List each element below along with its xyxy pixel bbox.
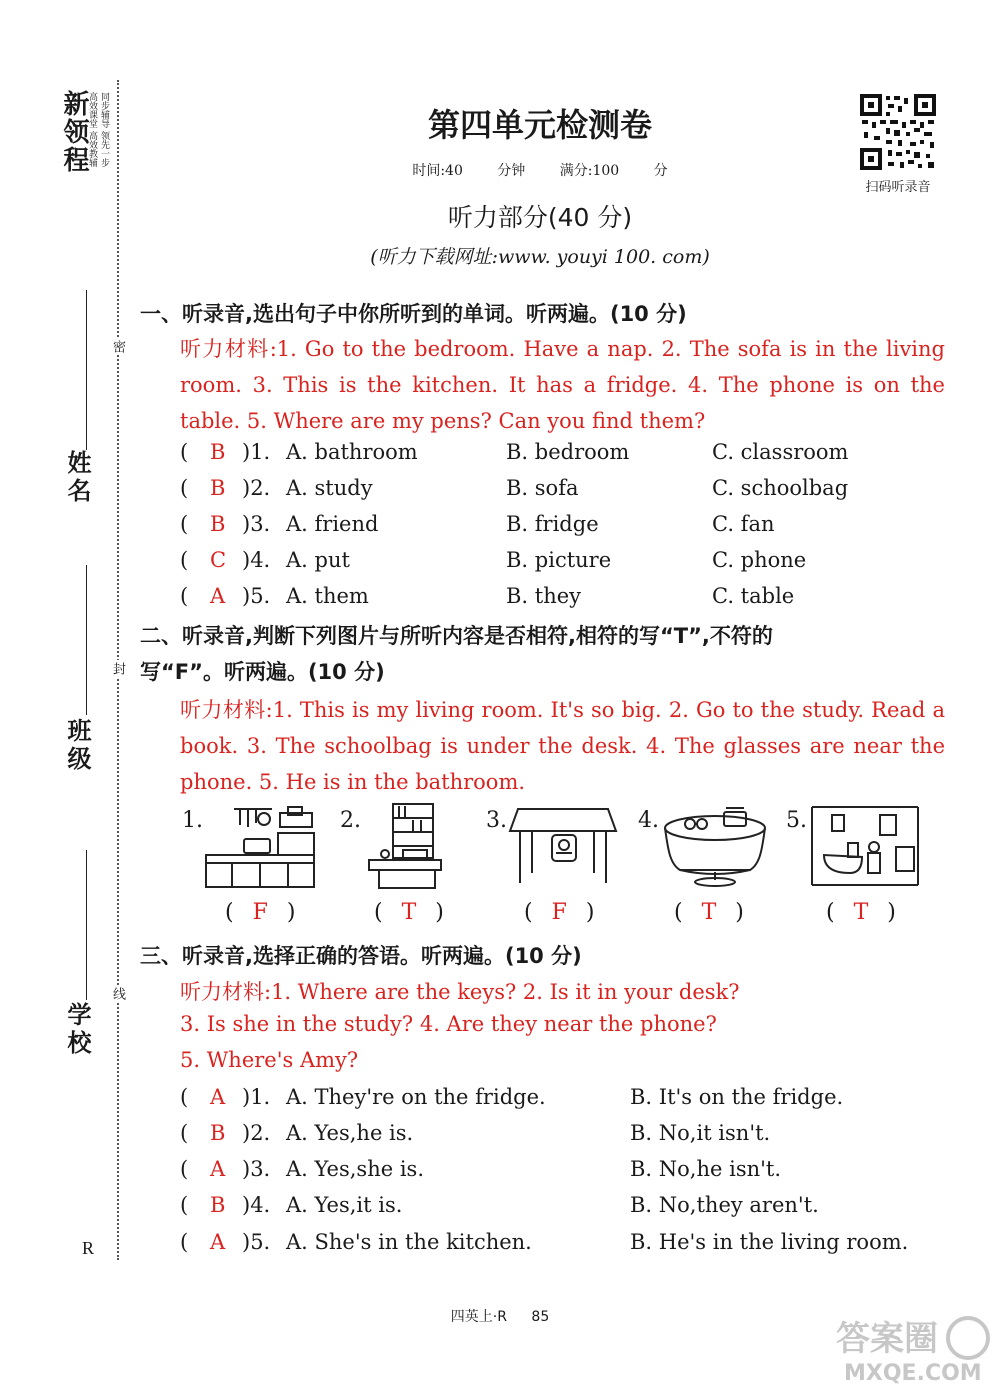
class-line [86, 565, 87, 715]
item-number: )1. [242, 440, 271, 464]
option-b: B. No,he isn't. [630, 1157, 782, 1181]
qr-code-icon[interactable] [858, 92, 938, 172]
answer-mark[interactable]: F [551, 900, 567, 925]
pic-number: 1. [182, 808, 203, 833]
answer-mark[interactable]: B [210, 440, 226, 464]
brand-logo: 新领程 [59, 90, 89, 174]
exam-meta [0, 160, 1000, 180]
q2-heading-cont: 写“F”。听两遍。(10 分) [140, 660, 385, 684]
svg-text:MXQE.COM: MXQE.COM [844, 1361, 982, 1385]
school-label: 学校 [63, 1002, 91, 1058]
option-a: A. They're on the fridge. [286, 1085, 546, 1109]
pic-answer [674, 900, 744, 925]
paren-open: ( [826, 900, 835, 925]
answer-mark[interactable]: A [210, 584, 226, 608]
option-b: B. fridge [506, 512, 599, 536]
answer-mark[interactable]: A [210, 1230, 226, 1254]
paren-open: ( [180, 1230, 189, 1254]
answer-mark[interactable]: C [210, 548, 227, 572]
option-a: A. put [286, 548, 350, 572]
pic-number: 2. [340, 808, 361, 833]
paren-open: ( [674, 900, 683, 925]
edition-mark: R [82, 1238, 95, 1258]
option-b: B. He's in the living room. [630, 1230, 909, 1254]
answer-mark[interactable]: B [210, 1121, 226, 1145]
page-title: 第四单元检测卷 [427, 106, 652, 144]
q2-heading: 二、听录音,判断下列图片与所听内容是否相符,相符的写“T”,不符的 [140, 624, 773, 648]
paren-open: ( [180, 548, 189, 572]
svg-text:答案圈: 答案圈 [836, 1319, 938, 1359]
q2-material: 听力材料:1. This is my living room. It's so big. 2. Go to the study. Read a book. 3. The schoolbag is under the desk. 4. The glasses are near the phone. 5. He is in the bathroom. [180, 698, 945, 794]
pic-answer [225, 900, 295, 925]
school-line [86, 850, 87, 1000]
pic-answer [374, 900, 444, 925]
paren-open: ( [524, 900, 533, 925]
q3-material: 听力材料:1. Where are the keys? 2. Is it in your desk? [180, 980, 740, 1004]
answer-mark[interactable]: T [853, 900, 869, 925]
paren-open: ( [374, 900, 383, 925]
full-score: 满分:100 分 [559, 163, 668, 179]
bathroom-picture [810, 803, 920, 887]
option-a: A. friend [286, 512, 379, 536]
paren-open: ( [180, 584, 189, 608]
desk-picture [508, 805, 618, 885]
download-url: (听力下载网址:www. youyi 100. com) [370, 246, 710, 268]
option-b: B. No,it isn't. [630, 1121, 771, 1145]
answer-mark[interactable]: T [701, 900, 717, 925]
option-c: C. phone [712, 548, 807, 572]
answer-mark[interactable]: T [401, 900, 417, 925]
time-limit: 时间:40 分钟 [412, 163, 526, 179]
pic-number: 4. [638, 808, 659, 833]
answer-mark[interactable]: F [252, 900, 268, 925]
item-number: )3. [242, 512, 271, 536]
paren-close: ) [286, 900, 296, 925]
paren-open: ( [225, 900, 234, 925]
q3-material: 5. Where's Amy? [180, 1048, 359, 1072]
watermark-logo [830, 1310, 990, 1385]
q3-heading: 三、听录音,选择正确的答语。听两遍。(10 分) [140, 944, 582, 968]
cut-word-line: 线 [110, 987, 125, 1000]
brand-slogan-2: 同步辅导 领先一步 [99, 92, 109, 167]
footer-label: 四英上·R [450, 1309, 507, 1325]
paren-open: ( [180, 1121, 189, 1145]
paren-close: ) [735, 900, 744, 925]
name-line [86, 290, 87, 450]
paren-open: ( [180, 1193, 189, 1217]
pic-answer [524, 900, 594, 925]
item-number: )2. [242, 1121, 271, 1145]
option-c: C. fan [712, 512, 775, 536]
item-number: )2. [242, 476, 271, 500]
q3-material: 3. Is she in the study? 4. Are they near the phone? [180, 1012, 717, 1036]
class-label: 班级 [63, 718, 91, 774]
paren-open: ( [180, 512, 189, 536]
option-a: A. bathroom [286, 440, 418, 464]
option-b: B. bedroom [506, 440, 630, 464]
option-a: A. Yes,she is. [286, 1157, 425, 1181]
option-a: A. them [286, 584, 369, 608]
name-label: 姓名 [63, 450, 91, 506]
kitchen-picture [204, 805, 316, 890]
item-number: )3. [242, 1157, 271, 1181]
paren-close: ) [887, 900, 896, 925]
answer-mark[interactable]: A [210, 1085, 226, 1109]
answer-mark[interactable]: B [210, 512, 226, 536]
option-a: A. She's in the kitchen. [286, 1230, 532, 1254]
qr-label: 扫码听录音 [865, 180, 931, 195]
q1-heading: 一、听录音,选出句子中你所听到的单词。听两遍。(10 分) [140, 302, 687, 326]
item-number: )5. [242, 584, 271, 608]
option-b: B. sofa [506, 476, 579, 500]
paren-close: ) [435, 900, 444, 925]
option-a: A. Yes,it is. [286, 1193, 403, 1217]
option-a: A. study [286, 476, 373, 500]
option-c: C. table [712, 584, 795, 608]
item-number: )1. [242, 1085, 271, 1109]
paren-open: ( [180, 1157, 189, 1181]
option-a: A. Yes,he is. [286, 1121, 414, 1145]
option-b: B. No,they aren't. [630, 1193, 819, 1217]
q1-material: 听力材料:1. Go to the bedroom. Have a nap. 2. The sofa is in the living room. 3. This is the kitchen. It has a fridge. 4. The phone is on the table. 5. Where are my pens? Can you find them? [180, 337, 945, 433]
paren-open: ( [180, 476, 189, 500]
option-b: B. they [506, 584, 582, 608]
option-b: B. picture [506, 548, 612, 572]
study-picture [365, 802, 447, 890]
option-c: C. schoolbag [712, 476, 849, 500]
pic-number: 3. [486, 808, 507, 833]
brand-slogan: 高效课堂 高效教辅 [87, 92, 97, 167]
table-phone-picture [660, 800, 770, 888]
pic-number: 5. [786, 808, 807, 833]
paren-close: ) [585, 900, 595, 925]
paren-open: ( [180, 1085, 189, 1109]
paren-open: ( [180, 440, 189, 464]
pic-answer [826, 900, 896, 925]
option-c: C. classroom [712, 440, 849, 464]
item-number: )5. [242, 1230, 271, 1254]
option-b: B. It's on the fridge. [630, 1085, 844, 1109]
cut-word-close: 封 [110, 662, 125, 675]
item-number: )4. [242, 548, 271, 572]
item-number: )4. [242, 1193, 271, 1217]
answer-mark[interactable]: A [210, 1157, 226, 1181]
page-number: 85 [531, 1309, 550, 1325]
answer-mark[interactable]: B [210, 476, 226, 500]
section-title: 听力部分(40 分) [447, 203, 633, 232]
answer-mark[interactable]: B [210, 1193, 226, 1217]
cut-word-seal: 密 [110, 340, 125, 353]
